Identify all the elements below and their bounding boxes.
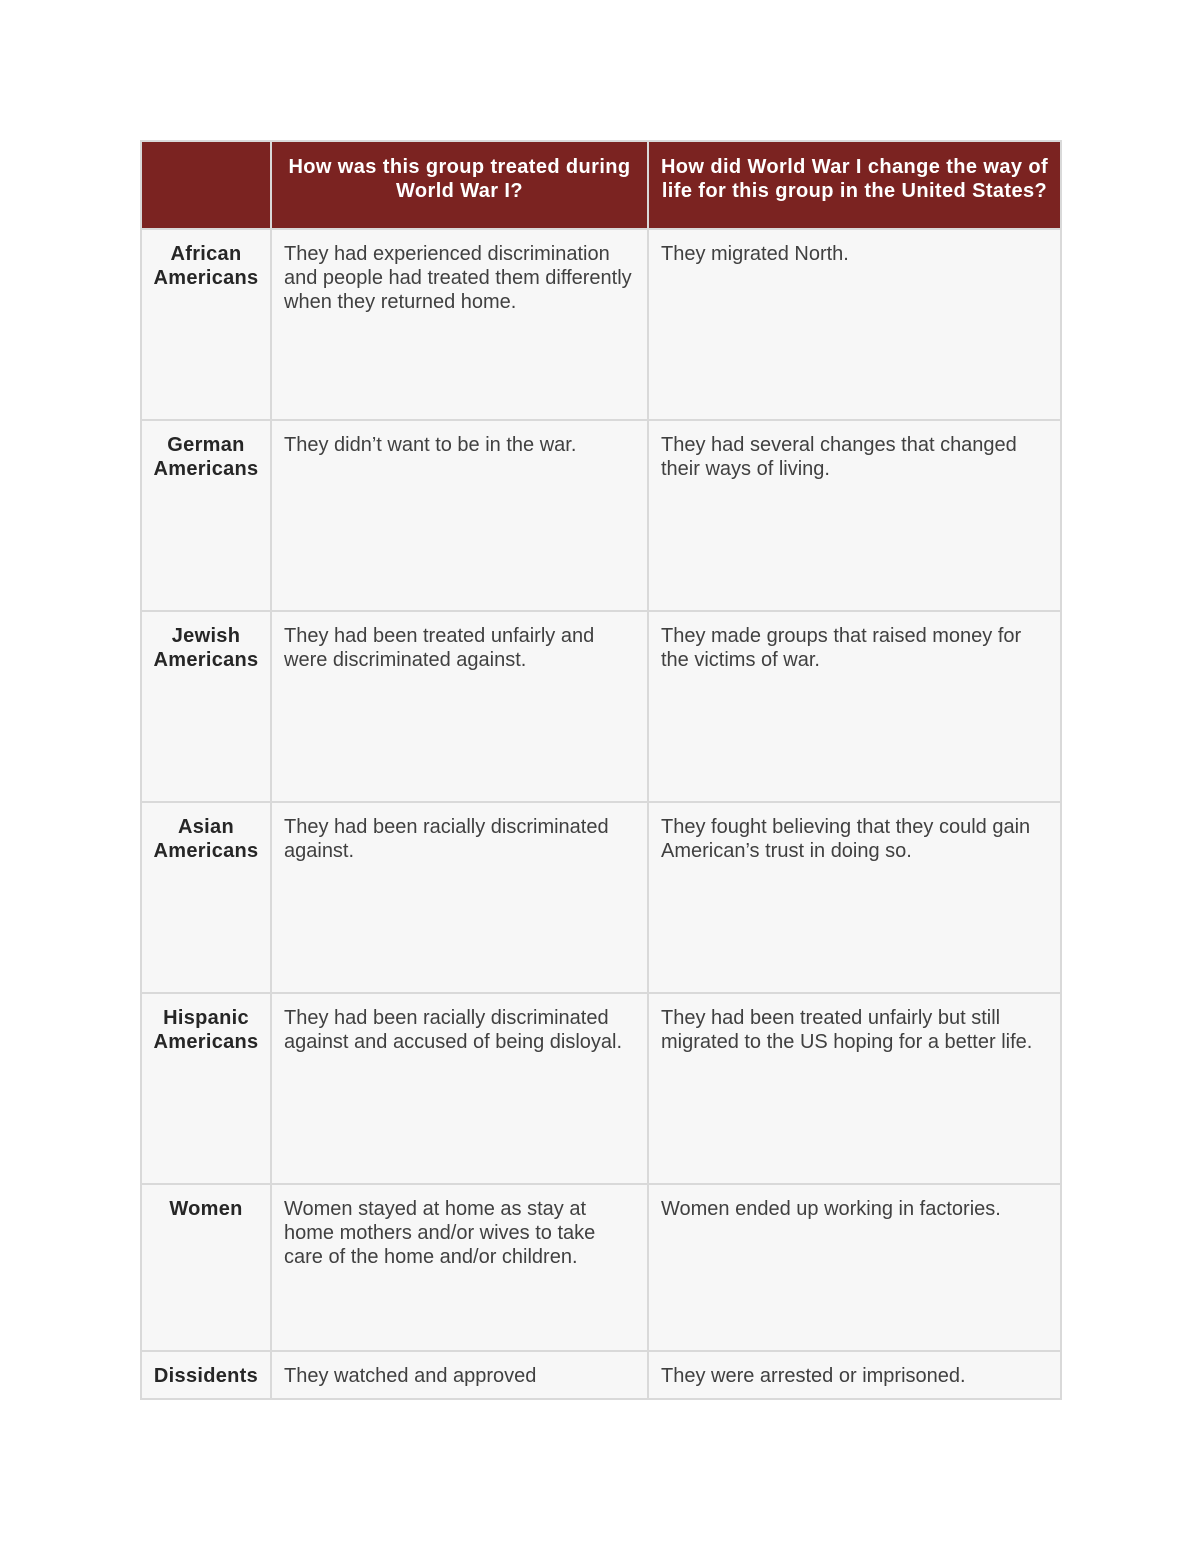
table-row <box>141 993 1061 1184</box>
group-name: Dissidents <box>141 1351 271 1399</box>
table-row <box>141 229 1061 420</box>
group-name: Asian Americans <box>141 802 271 993</box>
treatment-cell: They watched and approved <box>271 1351 648 1399</box>
treatment-cell: Women stayed at home as stay at home mothers and/or wives to take care of the home and/or children. <box>271 1184 648 1351</box>
table-header-row <box>141 141 1061 229</box>
group-name: African Americans <box>141 229 271 420</box>
change-cell: They had been treated unfairly but still migrated to the US hoping for a better life. <box>648 993 1061 1184</box>
group-name: Jewish Americans <box>141 611 271 802</box>
change-cell: They fought believing that they could gain American’s trust in doing so. <box>648 802 1061 993</box>
header-change-column: How did World War I change the way of life for this group in the United States? <box>648 141 1061 229</box>
change-cell: Women ended up working in factories. <box>648 1184 1061 1351</box>
group-name: German Americans <box>141 420 271 611</box>
header-group-column <box>141 141 271 229</box>
change-cell: They made groups that raised money for the victims of war. <box>648 611 1061 802</box>
table-row <box>141 420 1061 611</box>
group-name: Women <box>141 1184 271 1351</box>
treatment-cell: They didn’t want to be in the war. <box>271 420 648 611</box>
table-row <box>141 611 1061 802</box>
table-row <box>141 802 1061 993</box>
group-name: Hispanic Americans <box>141 993 271 1184</box>
table-row <box>141 1184 1061 1351</box>
header-treatment-column: How was this group treated during World War I? <box>271 141 648 229</box>
table-row <box>141 1351 1061 1399</box>
change-cell: They were arrested or imprisoned. <box>648 1351 1061 1399</box>
comparison-table <box>140 140 1062 1400</box>
treatment-cell: They had been racially discriminated against and accused of being disloyal. <box>271 993 648 1184</box>
treatment-cell: They had been racially discriminated against. <box>271 802 648 993</box>
treatment-cell: They had been treated unfairly and were discriminated against. <box>271 611 648 802</box>
change-cell: They migrated North. <box>648 229 1061 420</box>
treatment-cell: They had experienced discrimination and people had treated them differently when they returned home. <box>271 229 648 420</box>
change-cell: They had several changes that changed their ways of living. <box>648 420 1061 611</box>
